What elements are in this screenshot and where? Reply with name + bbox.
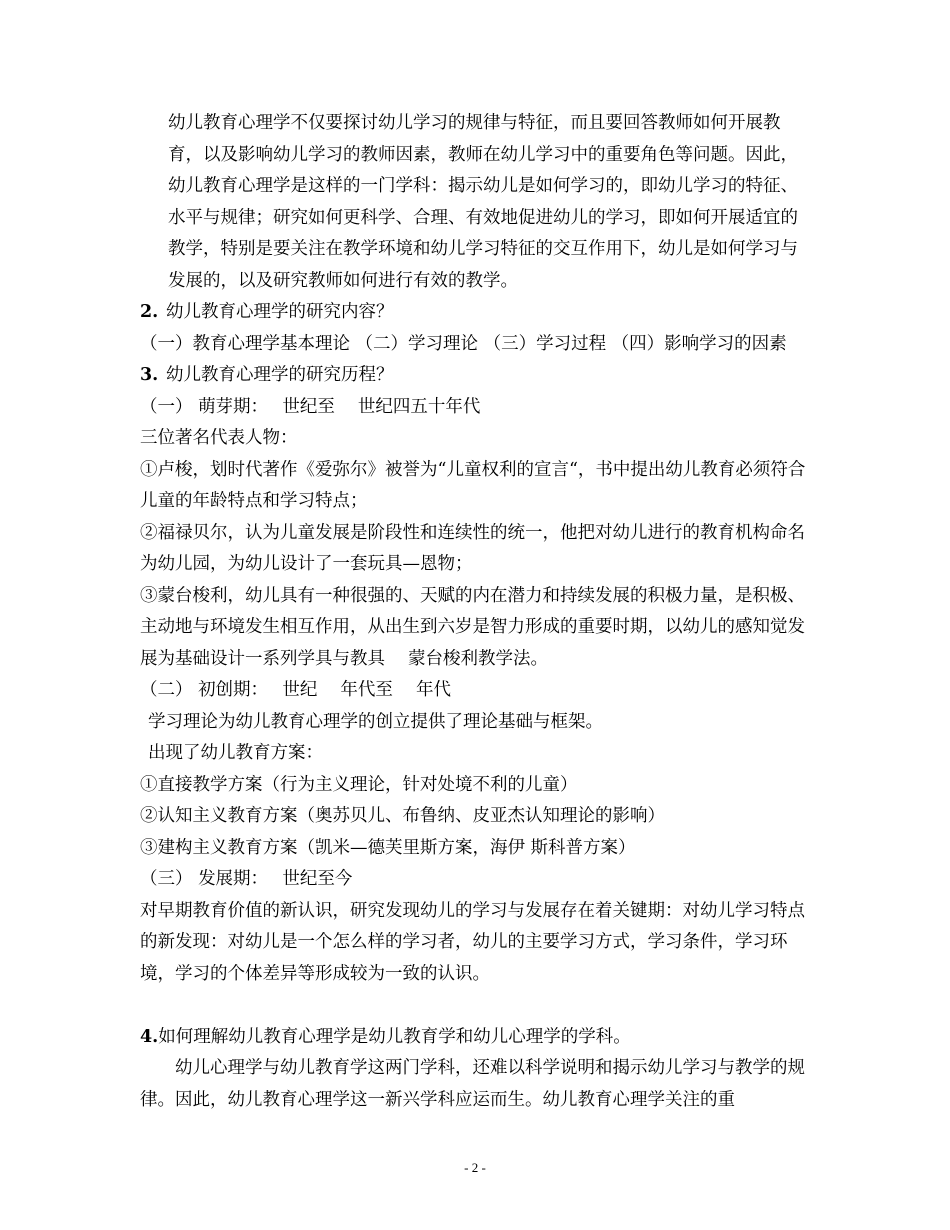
question-2 (140, 297, 812, 329)
stage-3-heading: （三） 发展期： 世纪至今 (140, 869, 353, 889)
stage-3-text: 对早期教育价值的新认识，研究发现幼儿的学习与发展存在着关键期：对幼儿学习特点的新发现：对幼儿是一个怎么样的学习者，幼儿的主要学习方式，学习条件，学习环境，学习的个体差异等形成较为一致的认识。 (140, 900, 805, 984)
stage-2-line-1: 学习理论为幼儿教育心理学的创立提供了理论基础与框架。 (148, 711, 603, 732)
intro-paragraph: 幼儿教育心理学不仅要探讨幼儿学习的规律与特征，而且要回答教师如何开展教育，以及影响幼儿学习的教师因素，教师在幼儿学习中的重要角色等问题。因此，幼儿教育心理学是这样的一门学科：揭示幼儿是如何学习的，即幼儿学习的特征、水平与规律；研究如何更科学、合理、有效地促进幼儿的学习，即如何开展适宜的教学，特别是要关注在教学环境和幼儿学习特征的交互作用下，幼儿是如何学习与发展的，以及研究教师如何进行有效的教学。 (168, 113, 798, 291)
plan-cognitivism: ②认知主义教育方案（奥苏贝儿、布鲁纳、皮亚杰认知理论的影响） (140, 806, 665, 826)
question-4 (140, 1022, 812, 1054)
question-4-answer: 幼儿心理学与幼儿教育学这两门学科，还难以科学说明和揭示幼儿学习与教学的规律。因此，幼儿教育心理学这一新兴学科应运而生。幼儿教育心理学关注的重 (140, 1058, 805, 1110)
figures-title: 三位著名代表人物： (140, 428, 298, 448)
document-body (140, 108, 812, 1116)
question-4-text: 如何理解幼儿教育心理学是幼儿教育学和幼儿心理学的学科。 (158, 1026, 631, 1047)
question-2-number: 2. (140, 302, 159, 322)
stage-1-heading: （一） 萌芽期： 世纪至 世纪四五十年代 (140, 396, 481, 417)
stage-2-heading: （二） 初创期： 世纪 年代至 年代 (140, 680, 451, 700)
stage-2-line-2: 出现了幼儿教育方案： (148, 743, 323, 763)
question-2-answer: （一）教育心理学基本理论 （二）学习理论 （三）学习过程 （四）影响学习的因素 (140, 333, 787, 354)
figure-rousseau: ①卢梭，划时代著作《爱弥尔》被誉为“儿童权利的宣言“，书中提出幼儿教育必须符合儿童的年龄特点和学习特点； (140, 459, 806, 511)
page-number: - 2 - (464, 1160, 486, 1175)
question-3-number: 3. (140, 365, 159, 385)
figure-montessori: ③蒙台梭利，幼儿具有一种很强的、天赋的内在潜力和持续发展的积极力量，是积极、主动地与环境发生相互作用，从出生到六岁是智力形成的重要时期，以幼儿的感知觉发展为基础设计一系列学具与教具 蒙台梭利教学法。 (140, 585, 805, 669)
figure-froebel: ②福禄贝尔，认为儿童发展是阶段性和连续性的统一，他把对幼儿进行的教育机构命名为幼儿园，为幼儿设计了一套玩具—恩物； (140, 522, 805, 574)
question-4-number: 4. (140, 1026, 159, 1047)
plan-constructivism: ③建构主义教育方案（凯米—德芙里斯方案，海伊 斯科普方案） (140, 837, 636, 858)
question-3 (140, 360, 812, 392)
question-3-text: 幼儿教育心理学的研究历程？ (166, 365, 394, 385)
question-2-text: 幼儿教育心理学的研究内容？ (166, 302, 394, 322)
plan-direct-instruction: ①直接教学方案（行为主义理论，针对处境不利的儿童） (140, 774, 578, 795)
paragraph-gap (140, 990, 812, 1022)
